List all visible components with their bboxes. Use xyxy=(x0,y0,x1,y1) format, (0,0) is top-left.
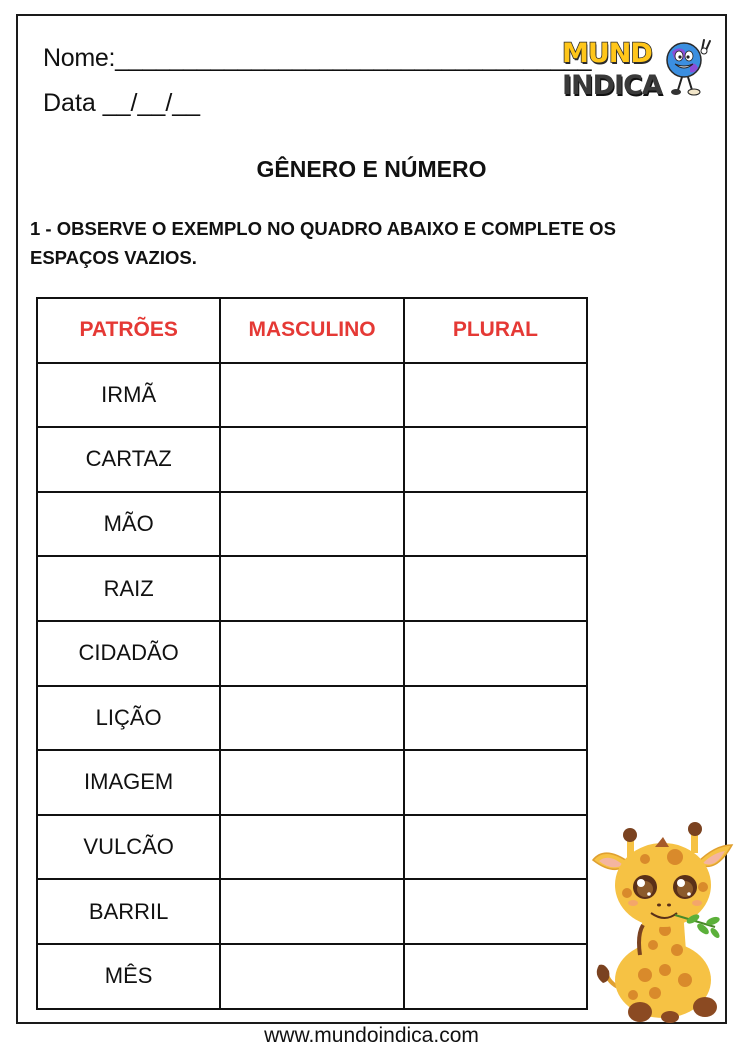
masculino-answer-cell[interactable] xyxy=(220,750,404,815)
word-cell: BARRIL xyxy=(37,879,220,944)
plural-answer-cell[interactable] xyxy=(404,621,587,686)
logo-text-indica: INDICA xyxy=(562,70,662,101)
word-cell: MÊS xyxy=(37,944,220,1009)
exercise-table xyxy=(36,297,588,1010)
page-title: GÊNERO E NÚMERO xyxy=(256,156,487,182)
masculino-answer-cell[interactable] xyxy=(220,427,404,492)
plural-answer-cell[interactable] xyxy=(404,944,587,1009)
name-field[interactable]: Nome:___________________________________ xyxy=(43,44,592,72)
masculino-answer-cell[interactable] xyxy=(220,686,404,751)
word-cell: IRMÃ xyxy=(37,363,220,428)
table-header-row xyxy=(37,298,587,363)
plural-answer-cell[interactable] xyxy=(404,427,587,492)
globe-mascot-icon xyxy=(664,38,714,104)
masculino-answer-cell[interactable] xyxy=(220,815,404,880)
table-row xyxy=(37,363,587,428)
table-row xyxy=(37,492,587,557)
word-cell: CIDADÃO xyxy=(37,621,220,686)
word-cell: RAIZ xyxy=(37,556,220,621)
table-row xyxy=(37,556,587,621)
plural-answer-cell[interactable] xyxy=(404,815,587,880)
footer-url[interactable]: www.mundoindica.com xyxy=(264,1024,479,1047)
column-header-plural: PLURAL xyxy=(404,298,587,363)
logo-text-mundo: MUND xyxy=(562,38,652,69)
column-header-masculino: MASCULINO xyxy=(220,298,404,363)
masculino-answer-cell[interactable] xyxy=(220,944,404,1009)
date-field[interactable]: Data __/__/__ xyxy=(43,89,201,117)
plural-answer-cell[interactable] xyxy=(404,879,587,944)
plural-answer-cell[interactable] xyxy=(404,363,587,428)
plural-answer-cell[interactable] xyxy=(404,750,587,815)
table-row xyxy=(37,621,587,686)
giraffe-icon xyxy=(585,815,740,1025)
masculino-answer-cell[interactable] xyxy=(220,492,404,557)
word-cell: LIÇÃO xyxy=(37,686,220,751)
table-row xyxy=(37,686,587,751)
masculino-answer-cell[interactable] xyxy=(220,556,404,621)
word-cell: VULCÃO xyxy=(37,815,220,880)
column-header-patroes: PATRÕES xyxy=(37,298,220,363)
plural-answer-cell[interactable] xyxy=(404,686,587,751)
masculino-answer-cell[interactable] xyxy=(220,879,404,944)
table-row xyxy=(37,750,587,815)
mundo-indica-logo xyxy=(560,38,715,104)
plural-answer-cell[interactable] xyxy=(404,492,587,557)
exercise-instruction: 1 - OBSERVE O EXEMPLO NO QUADRO ABAIXO E COMPLETE OS ESPAÇOS VAZIOS. xyxy=(30,218,616,268)
table-row xyxy=(37,879,587,944)
plural-answer-cell[interactable] xyxy=(404,556,587,621)
word-cell: CARTAZ xyxy=(37,427,220,492)
table-row xyxy=(37,815,587,880)
masculino-answer-cell[interactable] xyxy=(220,621,404,686)
masculino-answer-cell[interactable] xyxy=(220,363,404,428)
table-row xyxy=(37,427,587,492)
table-row xyxy=(37,944,587,1009)
word-cell: MÃO xyxy=(37,492,220,557)
word-cell: IMAGEM xyxy=(37,750,220,815)
